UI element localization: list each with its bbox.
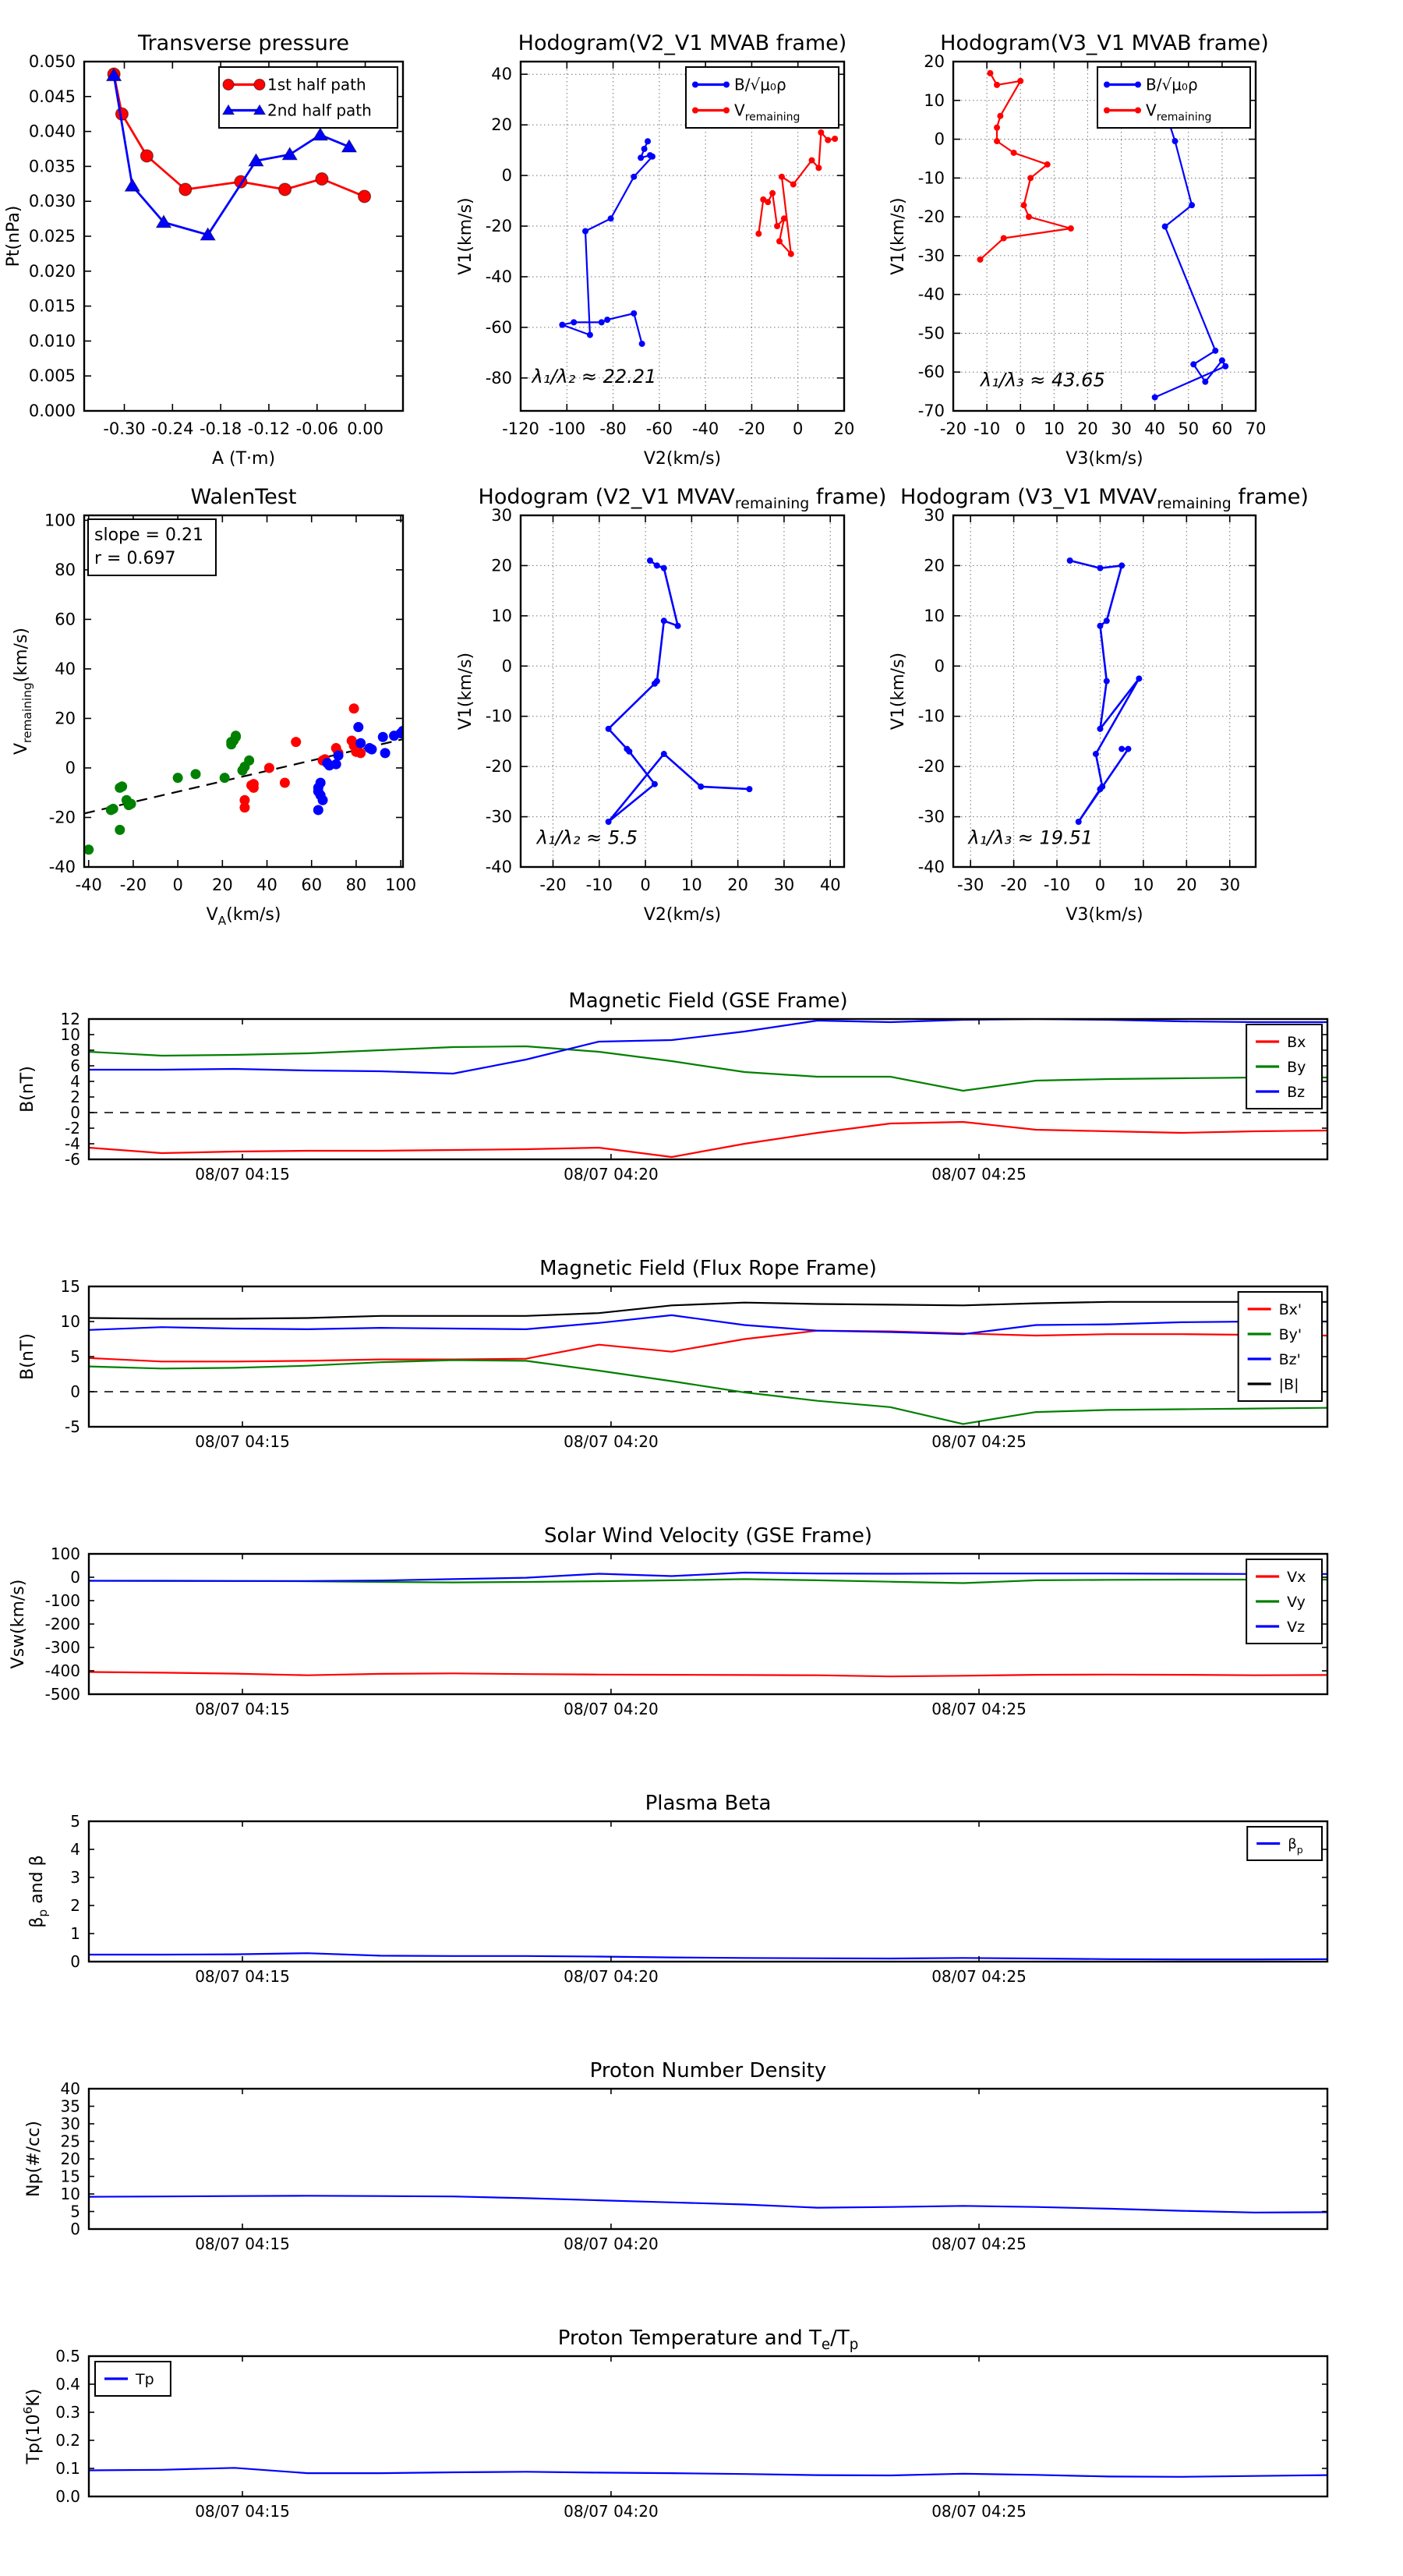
y-axis-label: B(nT) xyxy=(18,1333,37,1380)
y-axis-label: V1(km/s) xyxy=(889,197,908,275)
x-tick-label: 08/07 04:15 xyxy=(195,2235,290,2253)
series-By xyxy=(89,1046,1327,1091)
y-tick-label: 0.050 xyxy=(28,52,76,71)
legend-label: Vy xyxy=(1287,1593,1306,1611)
legend-label: |B| xyxy=(1278,1375,1299,1393)
y-axis-label: Np(#/cc) xyxy=(24,2121,44,2197)
y-tick-label: -10 xyxy=(917,168,945,188)
y-axis-label: V1(km/s) xyxy=(889,652,908,731)
x-tick-label: 08/07 04:25 xyxy=(931,1967,1027,1986)
x-tick-label: 08/07 04:20 xyxy=(564,1165,659,1184)
y-tick-label: 0.000 xyxy=(28,402,76,420)
y-tick-label: 0.030 xyxy=(28,192,76,211)
stats-line: r = 0.697 xyxy=(94,549,176,568)
x-tick-label: 60 xyxy=(1211,419,1233,438)
x-tick-label: -20 xyxy=(939,419,967,438)
x-axis-label: A (T·m) xyxy=(211,449,276,469)
y-tick-label: -40 xyxy=(48,858,76,876)
x-axis-label: $V_A(km/s)$ xyxy=(206,905,281,928)
x-tick-label: -30 xyxy=(957,876,984,894)
legend xyxy=(1247,1827,1322,1860)
y-tick-label: 25 xyxy=(60,2132,80,2151)
x-tick-label: 60 xyxy=(301,876,323,894)
axes-frame xyxy=(89,1019,1327,1159)
y-tick-label: -300 xyxy=(44,1638,80,1657)
y-tick-label: -200 xyxy=(44,1615,80,1633)
y-tick-label: 8 xyxy=(70,1041,80,1060)
y-tick-label: 20 xyxy=(924,556,945,575)
x-tick-label: 08/07 04:25 xyxy=(931,1432,1027,1451)
y-axis-label: $V_{remaining}(km/s)$ xyxy=(12,628,34,755)
chart-beta xyxy=(27,1792,1327,1986)
series-walen_test-0 xyxy=(83,731,254,855)
y-tick-label: 20 xyxy=(60,2150,80,2168)
y-tick-label: 0.5 xyxy=(55,2347,80,2365)
axes-frame xyxy=(89,2356,1327,2496)
y-tick-label: 2 xyxy=(70,1088,80,1106)
y-tick-label: -30 xyxy=(917,246,945,265)
x-tick-label: 08/07 04:15 xyxy=(195,1967,290,1986)
x-tick-label: -10 xyxy=(1043,876,1071,894)
x-tick-label: 30 xyxy=(773,876,795,894)
y-tick-label: 0 xyxy=(934,656,945,676)
chart-title: Hodogram (V2_V1 $MVAV_{remaining}$ frame) xyxy=(478,485,887,512)
x-tick-label: -0.24 xyxy=(151,419,194,438)
x-tick-label: 08/07 04:20 xyxy=(564,2502,659,2521)
series-Vremaining xyxy=(977,70,1073,263)
series-walen_test-2 xyxy=(313,722,408,815)
y-axis-label: $\beta_p$ and β xyxy=(27,1855,50,1928)
y-tick-label: -40 xyxy=(485,267,512,286)
chart-title: Hodogram(V3_V1 MVAB frame) xyxy=(940,31,1269,55)
x-tick-label: -40 xyxy=(75,876,102,894)
chart-title: Transverse pressure xyxy=(138,31,349,55)
y-tick-label: 4 xyxy=(70,1840,80,1859)
x-tick-label: -100 xyxy=(548,419,586,438)
y-tick-label: 40 xyxy=(491,65,512,84)
legend-label: Vz xyxy=(1287,1618,1306,1636)
chart-title: Magnetic Field (GSE Frame) xyxy=(568,989,848,1013)
series-βp xyxy=(89,1953,1327,1959)
y-tick-label: 0 xyxy=(501,656,512,676)
x-tick-label: 30 xyxy=(1219,876,1241,894)
chart-walen_test xyxy=(12,485,416,928)
legend-label: By xyxy=(1287,1058,1306,1076)
x-tick-label: -60 xyxy=(645,419,673,438)
x-tick-label: -20 xyxy=(119,876,147,894)
x-tick-label: -10 xyxy=(585,876,613,894)
y-tick-label: 10 xyxy=(491,606,512,625)
legend xyxy=(1246,1024,1322,1109)
x-tick-label: -10 xyxy=(973,419,1001,438)
y-tick-label: 0 xyxy=(70,1952,80,1971)
legend-label: $\beta_p$ xyxy=(1288,1835,1303,1856)
x-tick-label: -0.30 xyxy=(103,419,146,438)
x-axis-label: V2(km/s) xyxy=(643,905,722,925)
chart-title: Proton Number Density xyxy=(589,2059,827,2082)
y-tick-label: 1 xyxy=(70,1924,80,1943)
x-tick-label: 0 xyxy=(172,876,183,894)
axes-frame xyxy=(89,1286,1327,1427)
chart-b_gse xyxy=(18,989,1327,1184)
series-Bx xyxy=(89,1122,1327,1157)
chart-hodogram_v3v1_mvab xyxy=(889,31,1269,469)
y-tick-label: 0.040 xyxy=(28,122,76,141)
x-axis-label: V2(km/s) xyxy=(643,449,722,469)
y-tick-label: 0 xyxy=(501,166,512,186)
y-tick-label: 5 xyxy=(70,1347,80,1366)
series-Tp xyxy=(89,2468,1327,2477)
y-tick-label: 10 xyxy=(60,1312,80,1331)
chart-title: WalenTest xyxy=(190,485,297,509)
y-tick-label: 0.045 xyxy=(28,87,76,106)
x-tick-label: 0 xyxy=(793,419,804,438)
y-tick-label: 35 xyxy=(60,2097,80,2116)
x-tick-label: 80 xyxy=(345,876,367,894)
x-tick-label: 70 xyxy=(1245,419,1267,438)
legend xyxy=(1246,1559,1322,1644)
chart-hodogram_v2v1_mvav xyxy=(456,485,886,925)
y-tick-label: 40 xyxy=(55,659,76,678)
y-tick-label: 0.0 xyxy=(55,2487,80,2506)
lambda-annotation: λ₁/λ₂ ≈ 22.21 xyxy=(532,366,657,388)
series-B/√μ₀ρ xyxy=(1143,83,1228,400)
stats-line: slope = 0.21 xyxy=(94,525,203,545)
series-walen_test-1 xyxy=(239,703,366,812)
chart-b_frf xyxy=(18,1257,1327,1451)
series-B/√μ₀ρ xyxy=(559,138,656,347)
y-tick-label: 15 xyxy=(60,1277,80,1296)
y-tick-label: 80 xyxy=(55,560,76,579)
y-tick-label: 30 xyxy=(60,2114,80,2133)
x-tick-label: 100 xyxy=(385,876,417,894)
y-tick-label: -20 xyxy=(917,757,945,777)
chart-title: Plasma Beta xyxy=(645,1792,772,1815)
y-tick-label: 20 xyxy=(924,52,945,71)
y-tick-label: -10 xyxy=(917,706,945,726)
series-hodogram_v2v1_mvav-0 xyxy=(606,557,753,825)
y-tick-label: 0.025 xyxy=(28,227,76,246)
axes-frame xyxy=(89,2089,1327,2229)
legend-label: 2nd half path xyxy=(267,101,372,120)
legend-label: Bz xyxy=(1287,1083,1306,1101)
chart-tp xyxy=(21,2327,1327,2521)
x-tick-label: 08/07 04:25 xyxy=(931,1700,1027,1718)
x-tick-label: 0 xyxy=(640,876,651,894)
y-tick-label: -400 xyxy=(44,1661,80,1680)
x-tick-label: 08/07 04:25 xyxy=(931,1165,1027,1184)
chart-title: Hodogram(V2_V1 MVAB frame) xyxy=(518,31,847,55)
y-tick-label: 0 xyxy=(70,1382,80,1401)
y-tick-label: -20 xyxy=(485,757,512,777)
y-tick-label: 20 xyxy=(491,556,512,575)
axes-frame xyxy=(521,515,844,867)
y-axis-label: $Tp(10^6K)$ xyxy=(21,2388,44,2465)
legend xyxy=(219,67,398,128)
y-tick-label: 100 xyxy=(44,511,76,530)
legend-label: Tp xyxy=(136,2370,154,2388)
x-tick-label: -20 xyxy=(1000,876,1027,894)
x-tick-label: 08/07 04:15 xyxy=(195,1432,290,1451)
lambda-annotation: λ₁/λ₂ ≈ 5.5 xyxy=(536,826,638,849)
y-tick-label: 0 xyxy=(70,1103,80,1122)
y-tick-label: -20 xyxy=(485,217,512,236)
x-tick-label: 08/07 04:20 xyxy=(564,1967,659,1986)
x-tick-label: 30 xyxy=(1111,419,1132,438)
y-tick-label: 12 xyxy=(60,1010,80,1028)
chart-title: Proton Temperature and $T_e/T_p$ xyxy=(557,2327,859,2353)
x-tick-label: 08/07 04:15 xyxy=(195,1165,290,1184)
y-tick-label: 4 xyxy=(70,1072,80,1091)
x-tick-label: 20 xyxy=(211,876,233,894)
legend xyxy=(95,2362,171,2396)
x-tick-label: 10 xyxy=(1133,876,1154,894)
legend-label: $V_{remaining}$ xyxy=(734,101,800,124)
y-tick-label: 30 xyxy=(491,506,512,525)
lambda-annotation: λ₁/λ₃ ≈ 43.65 xyxy=(980,369,1105,391)
y-tick-label: 60 xyxy=(55,610,76,629)
y-tick-label: -2 xyxy=(65,1119,80,1138)
y-axis-label: V1(km/s) xyxy=(456,197,475,275)
axes-frame xyxy=(89,1821,1327,1962)
legend-label: B/√μ₀ρ xyxy=(734,75,786,94)
chart-np xyxy=(24,2059,1327,2253)
y-tick-label: 0.005 xyxy=(28,366,76,386)
y-tick-label: 100 xyxy=(50,1545,80,1563)
x-axis-label: V3(km/s) xyxy=(1066,449,1143,469)
y-tick-label: -40 xyxy=(485,858,512,876)
legend xyxy=(1097,67,1250,128)
y-tick-label: 0.2 xyxy=(55,2431,80,2450)
x-tick-label: 08/07 04:15 xyxy=(195,1700,290,1718)
x-tick-label: 08/07 04:20 xyxy=(564,1432,659,1451)
x-tick-label: 08/07 04:15 xyxy=(195,2502,290,2521)
series-hodogram_v3v1_mvav-0 xyxy=(1067,557,1143,825)
y-tick-label: -5 xyxy=(65,1417,80,1436)
x-tick-label: 0 xyxy=(1094,876,1106,894)
x-tick-label: -0.12 xyxy=(247,419,291,438)
x-axis-label: V3(km/s) xyxy=(1066,905,1143,925)
x-tick-label: 08/07 04:25 xyxy=(931,2235,1027,2253)
y-tick-label: -10 xyxy=(485,706,512,726)
legend-label: Bx xyxy=(1287,1033,1306,1051)
legend-label: Vx xyxy=(1287,1568,1306,1586)
y-tick-label: 10 xyxy=(924,90,945,110)
x-tick-label: 20 xyxy=(1175,876,1197,894)
y-tick-label: -20 xyxy=(48,808,76,827)
y-tick-label: -20 xyxy=(917,207,945,227)
y-tick-label: 0.3 xyxy=(55,2403,80,2422)
x-tick-label: 20 xyxy=(1077,419,1098,438)
x-tick-label: 40 xyxy=(256,876,277,894)
y-tick-label: 0.015 xyxy=(28,296,76,316)
x-tick-label: 10 xyxy=(1043,419,1065,438)
y-tick-label: 10 xyxy=(60,2185,80,2203)
x-tick-label: 10 xyxy=(680,876,702,894)
chart-hodogram_v2v1_mvab xyxy=(456,31,854,469)
lambda-annotation: λ₁/λ₃ ≈ 19.51 xyxy=(968,826,1094,849)
series-np-0 xyxy=(89,2196,1327,2213)
y-tick-label: 6 xyxy=(70,1056,80,1075)
legend-label: 1st half path xyxy=(267,75,366,94)
y-tick-label: 15 xyxy=(60,2167,80,2186)
x-tick-label: 0 xyxy=(1015,419,1026,438)
x-tick-label: 50 xyxy=(1178,419,1200,438)
legend-label: By' xyxy=(1278,1325,1302,1343)
series-|B| xyxy=(89,1302,1327,1319)
x-tick-label: -0.06 xyxy=(295,419,338,438)
y-tick-label: 5 xyxy=(70,1812,80,1831)
series-Vx xyxy=(89,1672,1327,1677)
x-tick-label: -20 xyxy=(738,419,765,438)
y-tick-label: 30 xyxy=(924,506,945,525)
chart-transverse_pressure xyxy=(4,31,403,469)
y-tick-label: -40 xyxy=(917,285,945,304)
chart-title: Magnetic Field (Flux Rope Frame) xyxy=(539,1257,877,1280)
y-axis-label: Vsw(km/s) xyxy=(9,1579,28,1669)
legend-label: B/√μ₀ρ xyxy=(1146,75,1198,94)
legend xyxy=(1239,1292,1322,1401)
y-tick-label: 40 xyxy=(60,2079,80,2098)
x-tick-label: -80 xyxy=(599,419,627,438)
y-tick-label: -500 xyxy=(44,1685,80,1704)
y-axis-label: V1(km/s) xyxy=(456,652,475,731)
y-tick-label: 0 xyxy=(70,2220,80,2238)
x-tick-label: 20 xyxy=(833,419,855,438)
y-tick-label: -100 xyxy=(44,1591,80,1610)
y-axis-label: Pt(nPa) xyxy=(4,205,23,267)
y-tick-label: -6 xyxy=(65,1150,80,1169)
y-tick-label: -80 xyxy=(485,368,512,387)
chart-title: Solar Wind Velocity (GSE Frame) xyxy=(543,1524,873,1548)
chart-v_gse xyxy=(9,1524,1327,1718)
legend-label: Bx' xyxy=(1278,1300,1302,1318)
x-tick-label: 40 xyxy=(1144,419,1166,438)
y-tick-label: -40 xyxy=(917,858,945,876)
stats-box xyxy=(88,519,216,575)
y-tick-label: 10 xyxy=(60,1025,80,1044)
x-tick-label: -20 xyxy=(539,876,567,894)
y-tick-label: -70 xyxy=(917,402,945,420)
series-Bx' xyxy=(89,1331,1327,1362)
y-tick-label: 2 xyxy=(70,1896,80,1915)
y-tick-label: 0.4 xyxy=(55,2375,80,2394)
y-tick-label: -30 xyxy=(485,807,512,826)
x-tick-label: 20 xyxy=(727,876,749,894)
y-tick-label: 0.1 xyxy=(55,2459,80,2478)
y-tick-label: 0 xyxy=(934,129,945,149)
y-tick-label: -60 xyxy=(485,317,512,337)
chart-title: Hodogram (V3_V1 $MVAV_{remaining}$ frame) xyxy=(900,485,1309,512)
y-tick-label: 5 xyxy=(70,2202,80,2221)
y-tick-label: 0.035 xyxy=(28,157,76,176)
x-tick-label: -40 xyxy=(691,419,719,438)
y-tick-label: 10 xyxy=(924,606,945,625)
x-tick-label: 0.00 xyxy=(347,419,383,438)
y-tick-label: 0 xyxy=(70,1568,80,1587)
x-tick-label: 40 xyxy=(819,876,841,894)
y-tick-label: 20 xyxy=(55,709,76,728)
y-tick-label: -30 xyxy=(917,807,945,826)
y-tick-label: -60 xyxy=(917,363,945,382)
x-tick-label: 08/07 04:25 xyxy=(931,2502,1027,2521)
y-tick-label: 0.010 xyxy=(28,331,76,351)
y-tick-label: 20 xyxy=(491,115,512,135)
series-Vremaining xyxy=(755,129,838,257)
x-tick-label: 08/07 04:20 xyxy=(564,2235,659,2253)
legend-label: $V_{remaining}$ xyxy=(1146,101,1212,124)
x-tick-label: -0.18 xyxy=(199,419,242,438)
y-tick-label: 0 xyxy=(65,758,76,777)
y-tick-label: 0.020 xyxy=(28,261,76,281)
legend xyxy=(686,67,839,128)
chart-hodogram_v3v1_mvav xyxy=(889,485,1309,925)
y-tick-label: -50 xyxy=(917,324,945,343)
series-Bz xyxy=(89,1019,1327,1074)
legend-label: Bz' xyxy=(1278,1350,1301,1368)
x-tick-label: 08/07 04:20 xyxy=(564,1700,659,1718)
y-tick-label: -4 xyxy=(65,1134,80,1153)
y-axis-label: B(nT) xyxy=(18,1066,37,1113)
x-tick-label: -120 xyxy=(502,419,539,438)
y-tick-label: 3 xyxy=(70,1868,80,1887)
